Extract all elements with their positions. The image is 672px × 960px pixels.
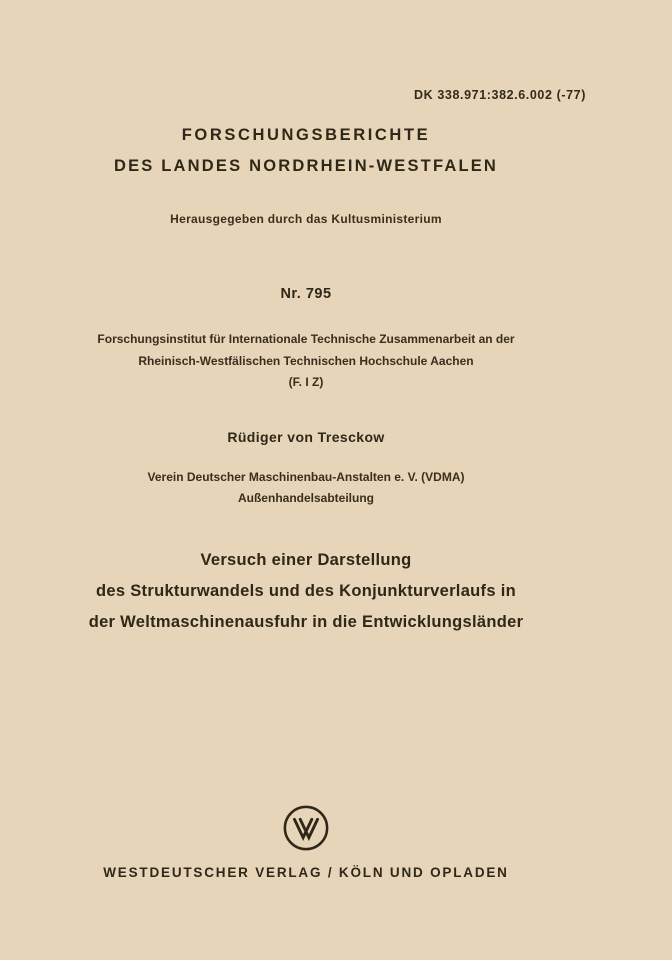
dk-classification-number: DK 338.971:382.6.002 (-77) — [414, 88, 586, 102]
publisher-logo-icon — [282, 804, 330, 852]
institute-line-1: Forschungsinstitut für Internationale Technische Zusammenarbeit an der — [97, 332, 515, 346]
organization-line-1: Verein Deutscher Maschinenbau-Anstalten e. V. (VDMA) — [147, 470, 465, 484]
book-title-line-1: Versuch einer Darstellung — [200, 551, 412, 569]
institute-abbreviation: (F. I Z) — [288, 375, 324, 389]
series-title-line-2: DES LANDES NORDRHEIN-WESTFALEN — [113, 157, 499, 175]
publisher-imprint: WESTDEUTSCHER VERLAG / KÖLN UND OPLADEN — [103, 865, 509, 880]
book-title-line-2: des Strukturwandels und des Konjunkturverlaufs in — [96, 582, 516, 600]
institute-line-2: Rheinisch-Westfälischen Technischen Hochschule Aachen — [138, 354, 474, 368]
issue-number: Nr. 795 — [280, 286, 332, 302]
organization-line-2: Außenhandelsabteilung — [237, 491, 374, 505]
editor-note: Herausgegeben durch das Kultusministerium — [170, 212, 442, 226]
series-title-line-1: FORSCHUNGSBERICHTE — [181, 126, 431, 144]
book-title-line-3: der Weltmaschinenausfuhr in die Entwicklungsländer — [88, 613, 524, 631]
author-name: Rüdiger von Tresckow — [227, 429, 385, 445]
